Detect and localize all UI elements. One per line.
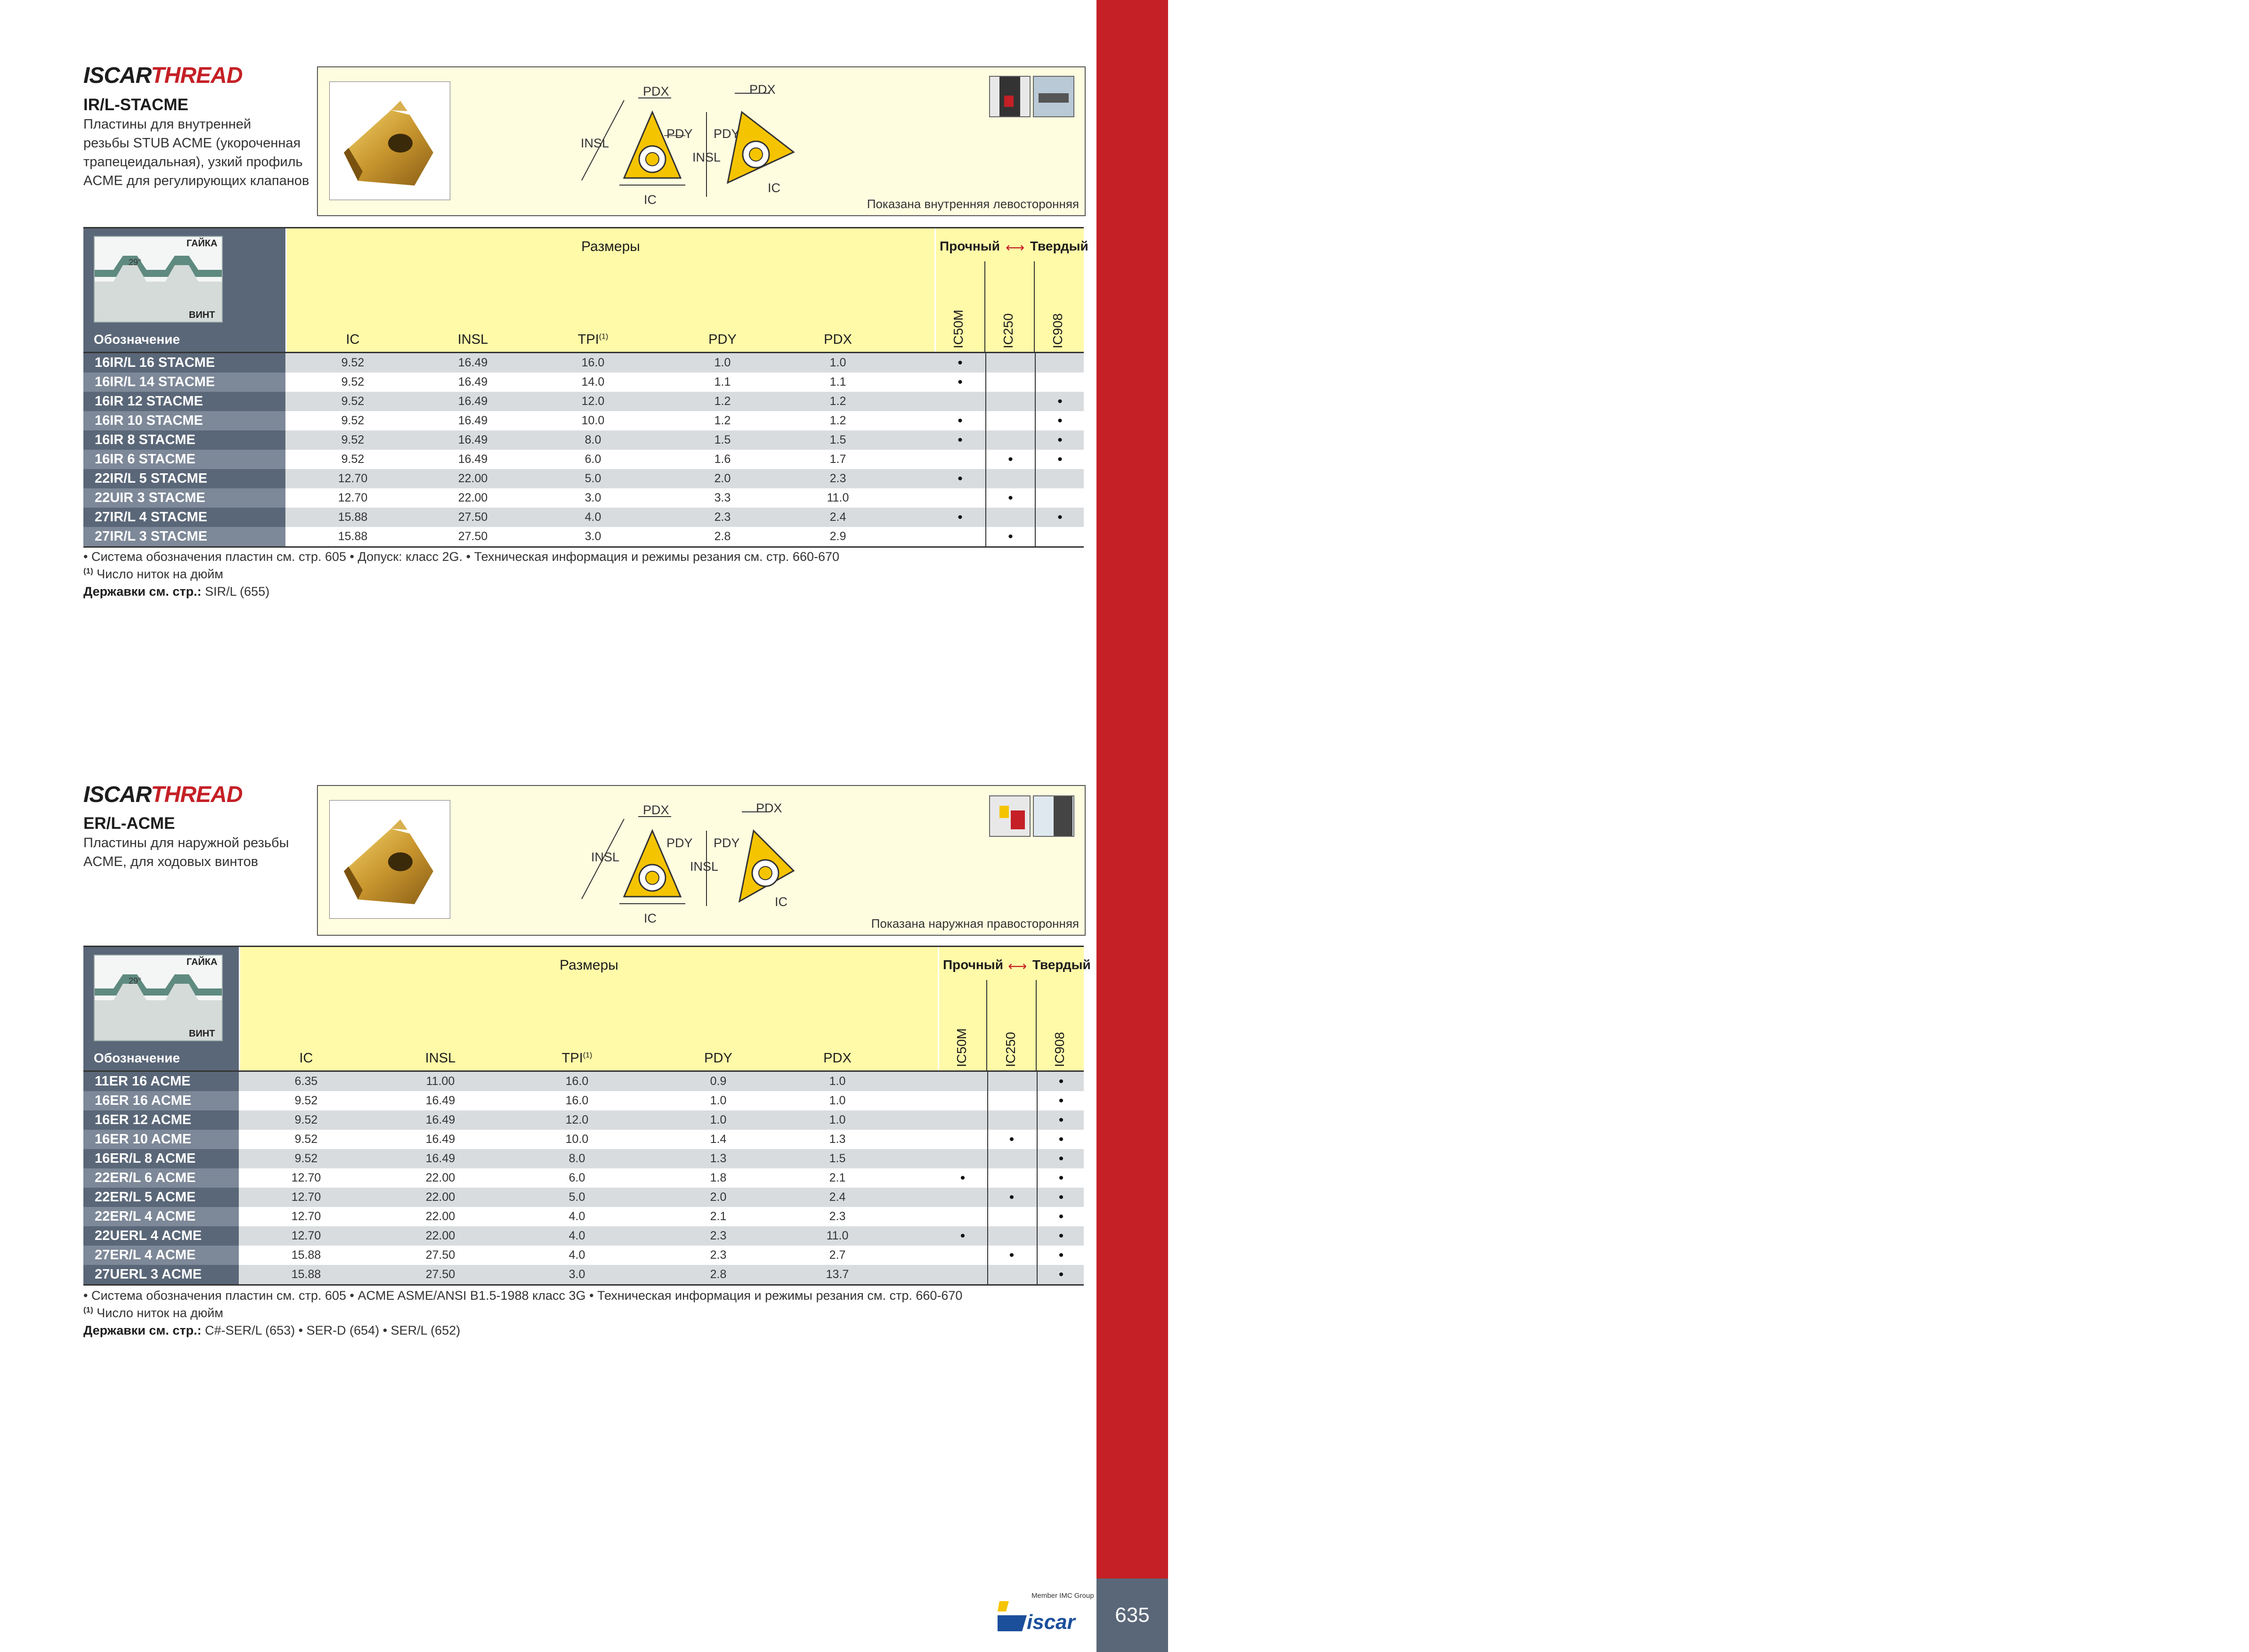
value-cell: 16.49 <box>458 356 488 369</box>
grade-availability-cell: • <box>1037 1246 1085 1265</box>
table-row <box>83 1130 1084 1149</box>
value-cell: 9.52 <box>341 433 365 446</box>
designation-header <box>83 947 239 1070</box>
value-cell: 12.70 <box>291 1210 321 1223</box>
grade-availability-cell <box>987 1110 1035 1130</box>
grade-availability-cell: • <box>1037 1188 1085 1207</box>
value-cell: 1.6 <box>714 453 731 466</box>
designation-cell: 22IR/L 5 STACME <box>83 469 285 488</box>
grade-availability-cell: • <box>987 1246 1035 1265</box>
table-row <box>83 1091 1084 1110</box>
value-cell: 22.00 <box>425 1190 455 1204</box>
value-cell: 15.88 <box>338 530 368 543</box>
grade-availability-cell <box>987 1149 1035 1168</box>
value-cell: 1.0 <box>710 1094 727 1107</box>
value-cell: 6.0 <box>568 1171 585 1184</box>
value-cell: 2.0 <box>710 1190 727 1204</box>
col-tpi: TPI$^{(1)}$ <box>561 1051 593 1066</box>
grade-availability-cell: • <box>985 450 1035 469</box>
grade-availability-cell: • <box>1035 411 1084 430</box>
designation-cell: 16IR 12 STACME <box>83 392 285 411</box>
value-cell: 16.49 <box>425 1094 455 1107</box>
value-cell: 8.0 <box>568 1152 585 1165</box>
designation-cell: 16ER 10 ACME <box>83 1130 239 1149</box>
col-pdy: PDY <box>704 1051 732 1066</box>
grade-availability-cell: • <box>1035 430 1084 450</box>
thread-profile-icon <box>95 956 222 1040</box>
svg-text:PDY: PDY <box>714 836 740 850</box>
insert-photo-icon <box>330 801 450 918</box>
grade-availability-cell: • <box>1037 1226 1085 1246</box>
col-pdx: PDX <box>824 332 852 347</box>
dimensions-label: Размеры <box>581 239 640 254</box>
table-row <box>83 1168 1084 1188</box>
value-cell: 9.52 <box>341 375 365 389</box>
value-cell: 4.0 <box>568 1210 585 1223</box>
table-row <box>83 1207 1084 1226</box>
grade-availability-cell <box>987 1168 1035 1188</box>
col-pdy: PDY <box>708 332 737 347</box>
value-cell: 12.70 <box>338 472 368 485</box>
svg-text:INSL: INSL <box>591 850 620 864</box>
grade-availability-cell <box>939 1130 986 1149</box>
designation-cell: 16IR 8 STACME <box>83 430 285 450</box>
value-cell: 22.00 <box>425 1229 455 1242</box>
table-row <box>83 1149 1084 1168</box>
designation-cell: 16ER 12 ACME <box>83 1110 239 1130</box>
grade-availability-cell: • <box>958 432 963 448</box>
value-cell: 3.0 <box>585 530 601 543</box>
value-cell: 2.3 <box>829 1210 846 1223</box>
value-cell: 9.52 <box>341 395 365 408</box>
value-cell: 5.0 <box>585 472 601 485</box>
grade-availability-cell: • <box>987 1188 1035 1207</box>
value-cell: 1.5 <box>829 1152 846 1165</box>
value-cell: 2.1 <box>710 1210 727 1223</box>
grade-availability-cell: • <box>958 510 963 525</box>
footnote-tpi: $^{(1)}$ Число ниток на дюйм <box>83 1305 223 1320</box>
value-cell: 15.88 <box>291 1248 321 1262</box>
section-description: Пластины для наружной резьбы ACME, для ходовых винтов <box>83 835 289 869</box>
value-cell: 27.50 <box>458 510 488 524</box>
value-cell: 12.70 <box>291 1171 321 1184</box>
grade-availability-cell: • <box>1037 1072 1085 1091</box>
value-cell: 4.0 <box>585 510 601 524</box>
table-row <box>83 1188 1084 1207</box>
value-cell: 1.2 <box>829 414 846 427</box>
table-row <box>83 1110 1084 1130</box>
grade-availability-cell <box>987 1265 1035 1284</box>
grade-availability-cell: • <box>958 471 963 486</box>
value-cell: 10.0 <box>581 414 605 427</box>
side-band <box>1096 0 2249 1579</box>
value-cell: 4.0 <box>568 1248 585 1262</box>
value-cell: 9.52 <box>294 1094 318 1107</box>
grade-availability-cell: • <box>958 355 963 371</box>
value-cell: 1.3 <box>829 1133 846 1146</box>
grade-availability-cell: • <box>1037 1130 1085 1149</box>
table-body <box>83 1072 1084 1286</box>
grade-availability-cell <box>987 1207 1035 1226</box>
value-cell: 3.0 <box>568 1268 585 1281</box>
footer-logo <box>998 1592 1092 1634</box>
value-cell: 2.3 <box>714 510 731 524</box>
value-cell: 6.35 <box>294 1075 318 1088</box>
strength-tough: Прочный <box>940 239 1000 253</box>
brand-logo: ISCARTHREAD <box>83 63 243 88</box>
col-pdx: PDX <box>823 1051 852 1066</box>
grade-availability-cell: • <box>1037 1207 1085 1226</box>
designation-cell: 16ER/L 8 ACME <box>83 1149 239 1168</box>
grade-availability-cell: • <box>958 374 963 390</box>
value-cell: 16.0 <box>565 1075 589 1088</box>
grade-availability-cell: • <box>987 1130 1035 1149</box>
designation-label: Обозначение <box>94 332 180 347</box>
svg-text:ВИНТ: ВИНТ <box>189 1028 215 1039</box>
application-thumb-1 <box>989 795 1031 837</box>
svg-text:PDX: PDX <box>643 84 669 98</box>
svg-text:29°: 29° <box>129 976 142 986</box>
value-cell: 9.52 <box>294 1113 318 1126</box>
value-cell: 12.70 <box>338 491 368 504</box>
grade-availability-cell <box>939 1149 986 1168</box>
member-text: Member IMC Group <box>1031 1592 1094 1600</box>
value-cell: 9.52 <box>294 1133 318 1146</box>
value-cell: 2.1 <box>829 1171 846 1184</box>
grade-ic50m: IC50M <box>954 1028 969 1067</box>
value-cell: 16.49 <box>425 1133 455 1146</box>
value-cell: 4.0 <box>568 1229 585 1242</box>
figure-caption: Показана внутренняя левосторонняя <box>867 197 1079 211</box>
value-cell: 16.49 <box>458 433 488 446</box>
value-cell: 12.70 <box>291 1229 321 1242</box>
grade-availability-cell: • <box>958 413 963 429</box>
designation-cell: 22ER/L 6 ACME <box>83 1168 239 1188</box>
designation-cell: 22UIR 3 STACME <box>83 488 285 508</box>
strength-hard: Твердый <box>1032 957 1091 972</box>
col-tpi: TPI$^{(1)}$ <box>577 332 609 347</box>
designation-cell: 27ER/L 4 ACME <box>83 1246 239 1265</box>
designation-cell: 11ER 16 ACME <box>83 1072 239 1091</box>
table-row <box>83 1265 1084 1284</box>
thread-profile-label <box>94 955 223 1041</box>
dimensions-header <box>240 947 938 1070</box>
grade-ic250: IC250 <box>1001 313 1015 348</box>
grade-availability-cell: • <box>1035 508 1084 527</box>
insert-photo <box>329 800 450 919</box>
svg-text:IC: IC <box>768 181 780 195</box>
value-cell: 16.49 <box>425 1152 455 1165</box>
figure-caption: Показана наружная правосторонняя <box>871 916 1079 931</box>
svg-text:INSL: INSL <box>690 859 719 874</box>
value-cell: 6.0 <box>585 453 601 466</box>
designation-cell: 27UERL 3 ACME <box>83 1265 239 1284</box>
value-cell: 9.52 <box>341 356 365 369</box>
value-cell: 9.52 <box>341 453 365 466</box>
grade-availability-cell: • <box>960 1228 966 1244</box>
svg-text:PDX: PDX <box>756 801 782 815</box>
grade-availability-cell: • <box>1037 1149 1085 1168</box>
svg-text:PDX: PDX <box>643 803 669 817</box>
section-title: ER/L-ACME <box>83 814 175 833</box>
designation-cell: 16IR/L 14 STACME <box>83 373 285 392</box>
brand-logo: ISCARTHREAD <box>83 782 243 807</box>
holders-reference: Державки см. стр.: C#-SER/L (653) • SER-D (654) • SER/L (652) <box>83 1323 461 1337</box>
table-row <box>83 1226 1084 1246</box>
grade-availability-cell <box>939 1246 986 1265</box>
strength-hard: Твердый <box>1030 239 1088 253</box>
grade-availability-cell <box>939 1072 986 1091</box>
grade-ic50m: IC50M <box>951 309 966 348</box>
svg-text:29°: 29° <box>129 258 142 267</box>
value-cell: 16.49 <box>458 414 488 427</box>
value-cell: 9.52 <box>341 414 365 427</box>
value-cell: 27.50 <box>425 1248 455 1262</box>
value-cell: 2.8 <box>714 530 731 543</box>
value-cell: 16.49 <box>458 453 488 466</box>
value-cell: 3.3 <box>714 491 731 504</box>
value-cell: 22.00 <box>458 472 488 485</box>
value-cell: 2.3 <box>710 1248 727 1262</box>
value-cell: 2.8 <box>710 1268 727 1281</box>
holders-reference: Державки см. стр.: SIR/L (655) <box>83 584 270 599</box>
value-cell: 16.49 <box>458 395 488 408</box>
designation-cell: 22ER/L 5 ACME <box>83 1188 239 1207</box>
grade-availability-cell <box>939 1265 986 1284</box>
value-cell: 1.0 <box>710 1113 727 1126</box>
grade-availability-cell <box>939 1091 986 1110</box>
grade-availability-cell: • <box>1037 1168 1085 1188</box>
designation-cell: 16IR 10 STACME <box>83 411 285 430</box>
value-cell: 2.4 <box>829 1190 846 1204</box>
dimension-diagram <box>572 786 836 927</box>
value-cell: 16.0 <box>565 1094 589 1107</box>
svg-text:PDY: PDY <box>666 127 693 141</box>
footnote-tpi: $^{(1)}$ Число ниток на дюйм <box>83 567 223 581</box>
grade-availability-cell <box>987 1091 1035 1110</box>
strength-tough: Прочный <box>943 957 1003 972</box>
grade-availability-cell: • <box>1035 450 1084 469</box>
value-cell: 2.7 <box>829 1248 846 1262</box>
grade-availability-cell <box>987 1072 1035 1091</box>
col-insl: INSL <box>425 1051 456 1066</box>
svg-text:PDY: PDY <box>714 127 740 141</box>
designation-label: Обозначение <box>94 1051 180 1065</box>
dimensions-label: Размеры <box>560 957 618 973</box>
value-cell: 14.0 <box>581 375 605 389</box>
value-cell: 27.50 <box>425 1268 455 1281</box>
value-cell: 16.49 <box>425 1113 455 1126</box>
svg-text:INSL: INSL <box>581 136 609 150</box>
table-row <box>83 1072 1084 1091</box>
grade-ic250: IC250 <box>1003 1032 1018 1067</box>
value-cell: 11.0 <box>826 1229 849 1242</box>
section-description: Пластины для внутренней резьбы STUB ACME (укороченная трапецеидальная), узкий профиль ACME для регулирующих клапанов <box>83 117 309 188</box>
grade-availability-cell <box>987 1226 1035 1246</box>
value-cell: 1.2 <box>714 395 731 408</box>
grade-availability-cell <box>939 1207 986 1226</box>
designation-cell: 16IR 6 STACME <box>83 450 285 469</box>
value-cell: 15.88 <box>291 1268 321 1281</box>
value-cell: 1.4 <box>710 1133 727 1146</box>
value-cell: 22.00 <box>425 1171 455 1184</box>
section-title: IR/L-STACME <box>83 96 188 114</box>
value-cell: 1.7 <box>829 453 846 466</box>
grade-availability-cell: • <box>1037 1265 1085 1284</box>
value-cell: 1.8 <box>710 1171 727 1184</box>
grade-availability-cell <box>939 1188 986 1207</box>
holders-link[interactable]: SIR/L (655) <box>201 584 270 599</box>
value-cell: 1.0 <box>829 1094 846 1107</box>
svg-text:IC: IC <box>775 895 788 909</box>
value-cell: 2.4 <box>829 510 846 524</box>
value-cell: 1.5 <box>714 433 731 446</box>
value-cell: 5.0 <box>568 1190 585 1204</box>
footnote-system: • Система обозначения пластин см. стр. 605 • Допуск: класс 2G. • Техническая информация и режимы резания см. стр. 660-670 <box>83 550 840 564</box>
value-cell: 1.0 <box>714 356 731 369</box>
value-cell: 1.1 <box>829 375 846 389</box>
value-cell: 10.0 <box>565 1133 589 1146</box>
value-cell: 12.70 <box>291 1190 321 1204</box>
value-cell: 1.0 <box>829 356 846 369</box>
grades-header <box>939 947 1091 1070</box>
value-cell: 11.0 <box>827 491 849 504</box>
strength-arrow-icon: ⟷ <box>1006 240 1025 255</box>
application-thumb-2 <box>1033 795 1074 837</box>
value-cell: 3.0 <box>585 491 601 504</box>
specs-table <box>83 946 1091 1289</box>
svg-text:IC: IC <box>644 193 657 207</box>
value-cell: 13.7 <box>826 1268 849 1281</box>
grade-availability-cell: • <box>985 527 1035 546</box>
value-cell: 12.0 <box>581 395 605 408</box>
value-cell: 1.2 <box>714 414 731 427</box>
svg-text:ГАЙКА: ГАЙКА <box>187 238 218 249</box>
value-cell: 1.5 <box>829 433 846 446</box>
value-cell: 12.0 <box>565 1113 589 1126</box>
designation-cell: 22UERL 4 ACME <box>83 1226 239 1246</box>
value-cell: 1.1 <box>714 375 731 389</box>
value-cell: 15.88 <box>338 510 368 524</box>
svg-text:ГАЙКА: ГАЙКА <box>187 957 218 967</box>
grade-availability-cell: • <box>985 488 1035 508</box>
value-cell: 22.00 <box>425 1210 455 1223</box>
grade-ic908: IC908 <box>1050 313 1065 348</box>
value-cell: 16.49 <box>458 375 488 389</box>
side-band-title: НАРЕЗАНИЕ РЕЗЬБЫ <box>2209 73 2249 454</box>
holders-link[interactable]: C#-SER/L (653) • SER-D (654) • SER/L (652) <box>201 1323 461 1337</box>
figure-box <box>317 785 1086 936</box>
table-row <box>83 1246 1084 1265</box>
value-cell: 2.3 <box>710 1229 727 1242</box>
value-cell: 16.0 <box>581 356 605 369</box>
svg-text:PDY: PDY <box>666 836 693 850</box>
designation-cell: 16IR/L 16 STACME <box>83 353 285 373</box>
value-cell: 1.0 <box>829 1075 846 1088</box>
value-cell: 1.3 <box>710 1152 727 1165</box>
value-cell: 2.0 <box>714 472 731 485</box>
strength-arrow-icon: ⟷ <box>1008 959 1027 973</box>
value-cell: 27.50 <box>458 530 488 543</box>
svg-text:INSL: INSL <box>692 150 721 164</box>
section-acme <box>0 0 1097 1413</box>
grade-availability-cell: • <box>1037 1091 1085 1110</box>
value-cell: 2.9 <box>829 530 846 543</box>
logo-text: iscar <box>1027 1611 1075 1634</box>
grade-ic908: IC908 <box>1052 1032 1067 1067</box>
page-number: 635 <box>1096 1579 1168 1652</box>
grade-availability-cell: • <box>960 1170 966 1186</box>
value-cell: 1.0 <box>829 1113 846 1126</box>
value-cell: 22.00 <box>458 491 488 504</box>
value-cell: 0.9 <box>710 1075 727 1088</box>
designation-cell: 16ER 16 ACME <box>83 1091 239 1110</box>
thread-profile-icon <box>1034 796 1073 836</box>
svg-text:IC: IC <box>644 911 657 925</box>
designation-cell: 27IR/L 3 STACME <box>83 527 285 546</box>
value-cell: 11.00 <box>426 1075 455 1088</box>
grade-availability-cell: • <box>1035 392 1084 411</box>
svg-text:ВИНТ: ВИНТ <box>189 310 215 320</box>
value-cell: 9.52 <box>294 1152 318 1165</box>
footnote-system: • Система обозначения пластин см. стр. 605 • ACME ASME/ANSI B1.5-1988 класс 3G • Техническая информация и режимы резания см. стр. 660-670 <box>83 1288 963 1303</box>
value-cell: 2.3 <box>829 472 846 485</box>
value-cell: 8.0 <box>585 433 601 446</box>
external-thread-icon <box>990 796 1030 836</box>
designation-cell: 27IR/L 4 STACME <box>83 508 285 527</box>
grade-availability-cell <box>939 1110 986 1130</box>
col-ic: IC <box>299 1051 313 1066</box>
svg-text:PDX: PDX <box>749 82 776 97</box>
grade-availability-cell: • <box>1037 1110 1085 1130</box>
value-cell: 1.2 <box>829 395 846 408</box>
designation-cell: 22ER/L 4 ACME <box>83 1207 239 1226</box>
col-insl: INSL <box>457 332 488 347</box>
col-ic: IC <box>346 332 360 347</box>
